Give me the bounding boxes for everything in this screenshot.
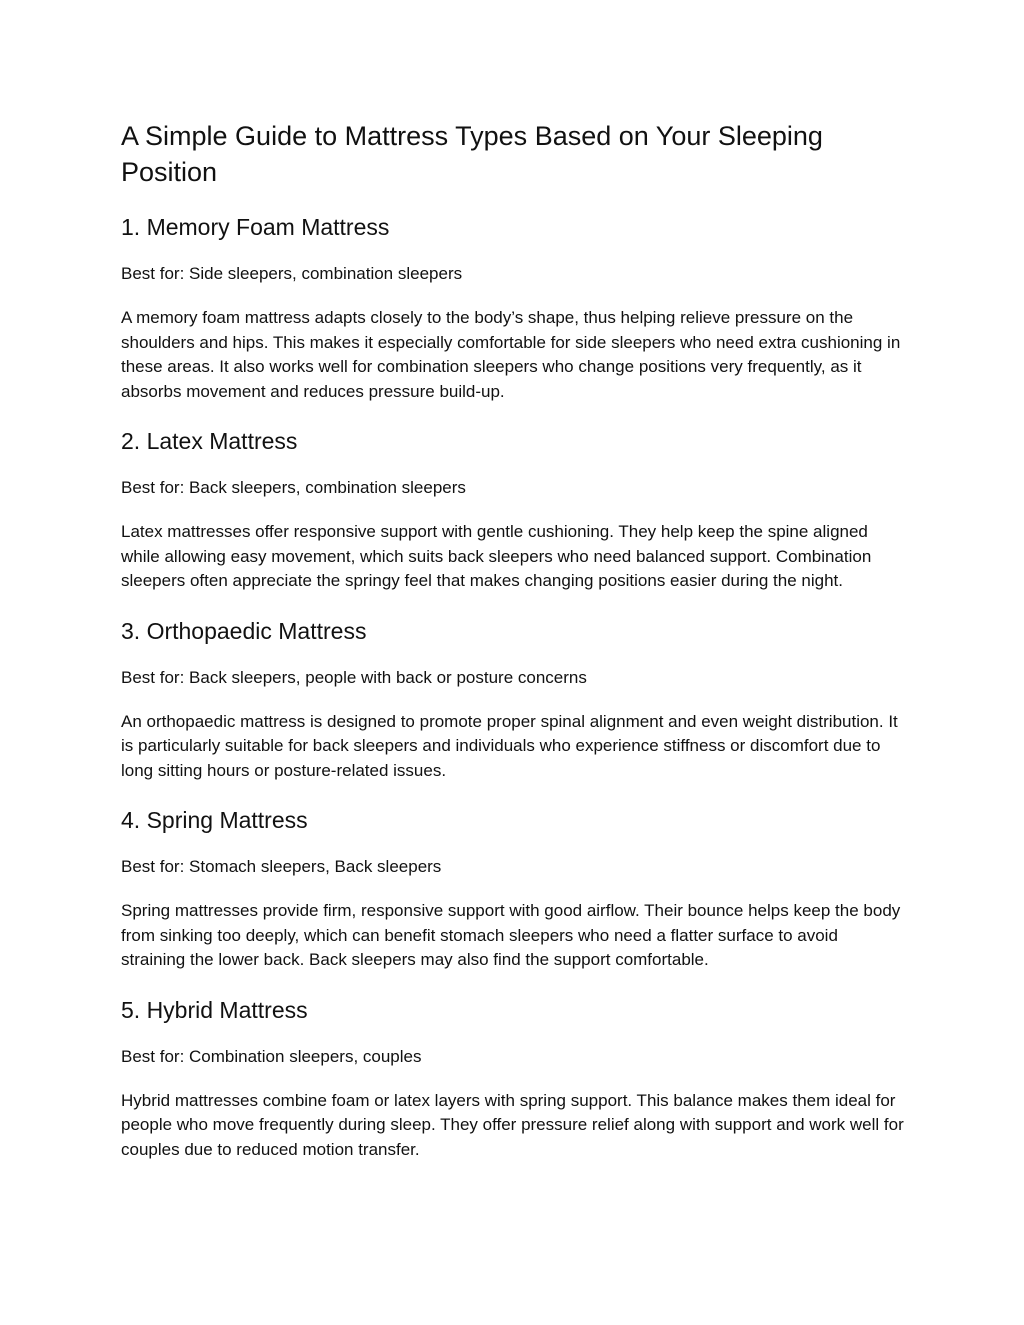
section-description: A memory foam mattress adapts closely to the body’s shape, thus helping relieve pressure on the shoulders and hips. This makes it especially comfortable for side sleepers who need extra cushioning in these areas. It also works well for combination sleepers who change positions very frequently, as it absorbs movement and reduces pressure build-up.: [121, 308, 901, 401]
section-orthopaedic: [121, 616, 906, 784]
section-description: Latex mattresses offer responsive support with gentle cushioning. They help keep the spine aligned while allowing easy movement, which suits back sleepers who need balanced support. Combination sleepers often appreciate the springy feel that makes changing positions easier during the night.: [121, 522, 872, 590]
section-heading: 2. Latex Mattress: [121, 428, 298, 454]
section-description: An orthopaedic mattress is designed to promote proper spinal alignment and even weight distribution. It is particularly suitable for back sleepers and individuals who experience stiffness or discomfort due to long sitting hours or posture-related issues.: [121, 711, 898, 780]
best-for-text: Best for: Combination sleepers, couples: [121, 1046, 422, 1066]
best-for-text: Best for: Stomach sleepers, Back sleepers: [121, 857, 442, 876]
section-description: Spring mattresses provide firm, responsive support with good airflow. Their bounce helps keep the body from sinking too deeply, which can benefit stomach sleepers who need a flatter surface to avoid straining the lower back. Back sleepers may also find the support comfortable.: [121, 901, 901, 969]
section-heading: 1. Memory Foam Mattress: [121, 214, 390, 240]
section-heading: 4. Spring Mattress: [121, 807, 308, 833]
section-hybrid: [121, 995, 906, 1163]
best-for-text: Best for: Side sleepers, combination sleepers: [121, 264, 463, 283]
section-heading: 3. Orthopaedic Mattress: [121, 617, 367, 644]
section-description: Hybrid mattresses combine foam or latex layers with spring support. This balance makes them ideal for people who move frequently during sleep. They offer pressure relief along with support and work well for couples due to reduced motion transfer.: [121, 1090, 904, 1159]
section-heading: 5. Hybrid Mattress: [121, 996, 308, 1023]
best-for-text: Best for: Back sleepers, people with back or posture concerns: [121, 667, 587, 687]
document-title: A Simple Guide to Mattress Types Based on Your Sleeping Position: [121, 121, 823, 187]
section-memory-foam: [121, 212, 906, 404]
best-for-text: Best for: Back sleepers, combination sleepers: [121, 478, 466, 497]
section-spring: [121, 805, 906, 973]
section-latex: [121, 426, 906, 594]
